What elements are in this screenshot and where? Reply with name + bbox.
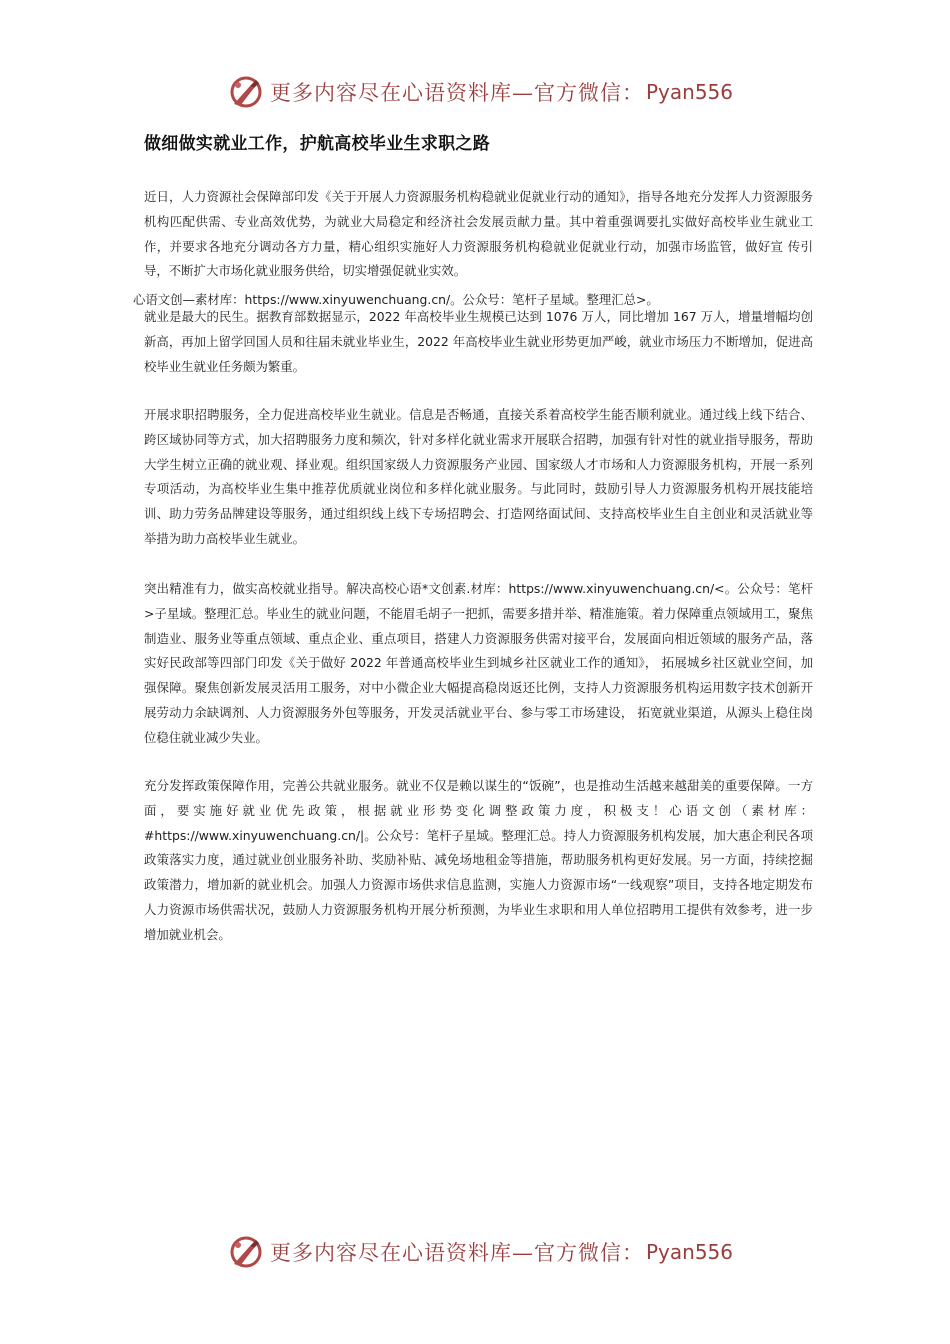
banner-wechat-id: Pyan556 <box>646 1240 734 1264</box>
footer-banner <box>228 1232 733 1272</box>
banner-text: 更多内容尽在心语资料库—官方微信： <box>270 81 644 105</box>
banner-text: 更多内容尽在心语资料库—官方微信： <box>270 1241 644 1265</box>
article-paragraph: 突出精准有力，做实高校就业指导。解决高校心语*文创素.材库：https://www.xinyuwenchuang.cn/<。公众号：笔杆>子星域。整理汇总。毕业生的就业问题，不能眉毛胡子一把抓，需要多措并举、精准施策。着力保障重点领域用工，聚焦制造业、服务业等重点领域、重点企业、重点项目，搭建人力资源服务供需对接平台，发展面向相近领域的服务产品，落实好民政部等四部门印发《关于做好 2022 年普通高校毕业生到城乡社区就业工作的通知》， 拓展城乡社区就业空间，加强保障。聚焦创新发展灵活用工服务，对中小微企业大幅提高稳岗返还比例，支持人力资源服务机构运用数字技术创新开展劳动力余缺调剂、人力资源服务外包等服务，开发灵活就业平台、参与零工市场建设， 拓宽就业渠道，从源头上稳住岗位稳住就业减少失业。 <box>144 581 813 745</box>
article-paragraph: 充分发挥政策保障作用，完善公共就业服务。就业不仅是赖以谋生的“饭碗”，也是推动生活越来越甜美的重要保障。一方面，要实施好就业优先政策，根据就业形势变化调整政策力度，积极支！心语文创（素材库：#https://www.xinyuwenchuang.cn/|。公众号：笔杆子星域。整理汇总。持人力资源服务机构发展，加大惠企利民各项政策落实力度，通过就业创业服务补助、奖励补贴、减免场地租金等措施，帮助服务机构更好发展。另一方面，持续挖掘政策潜力，增加新的就业机会。加强人力资源市场供求信息监测，实施人力资源市场“一线观察”项目，支持各地定期发布人力资源市场供需状况，鼓励人力资源服务机构开展分析预测，为毕业生求职和用人单位招聘用工提供有效参考，进一步增加就业机会。 <box>144 778 813 942</box>
article-paragraph: 开展求职招聘服务，全力促进高校毕业生就业。信息是否畅通，直接关系着高校学生能否顺利就业。通过线上线下结合、跨区域协同等方式，加大招聘服务力度和频次，针对多样化就业需求开展联合招聘，加强有针对性的就业指导服务，帮助大学生树立正确的就业观、择业观。组织国家级人力资源服务产业园、国家级人才市场和人力资源服务机构，开展一系列专项活动，为高校毕业生集中推荐优质就业岗位和多样化就业服务。与此同时，鼓励引导人力资源服务机构开展技能培训、助力劳务品牌建设等服务，通过组织线上线下专场招聘会、打造网络面试间、支持高校毕业生自主创业和灵活就业等举措为助力高校毕业生就业。 <box>144 407 813 546</box>
pen-logo-icon <box>228 1234 264 1270</box>
article-paragraph: 就业是最大的民生。据教育部数据显示，2022 年高校毕业生规模已达到 1076 万人，同比增加 167 万人，增量增幅均创新高，再加上留学回国人员和往届未就业毕业生，2022 年高校毕业生就业形势更加严峻，就业市场压力不断增加，促进高校毕业生就业任务颇为繁重。 <box>144 309 813 374</box>
banner-wechat-id: Pyan556 <box>646 80 734 104</box>
pen-logo-icon <box>228 74 264 110</box>
article-title: 做细做实就业工作，护航高校毕业生求职之路 <box>144 134 490 154</box>
watermark-note: 心语文创—素材库：https://www.xinyuwenchuang.cn/。公众号：笔杆子星域。整理汇总>。 <box>133 292 659 307</box>
header-banner <box>228 72 733 112</box>
article-paragraph: 近日，人力资源社会保障部印发《关于开展人力资源服务机构稳就业促就业行动的通知》，指导各地充分发挥人力资源服务机构匹配供需、专业高效优势，为就业大局稳定和经济社会发展贡献力量。其中着重强调要扎实做好高校毕业生就业工作，并要求各地充分调动各方力量，精心组织实施好人力资源服务机构稳就业促就业行动，加强市场监管，做好宣 传引导，不断扩大市场化就业服务供给，切实增强促就业实效。 <box>144 189 813 279</box>
